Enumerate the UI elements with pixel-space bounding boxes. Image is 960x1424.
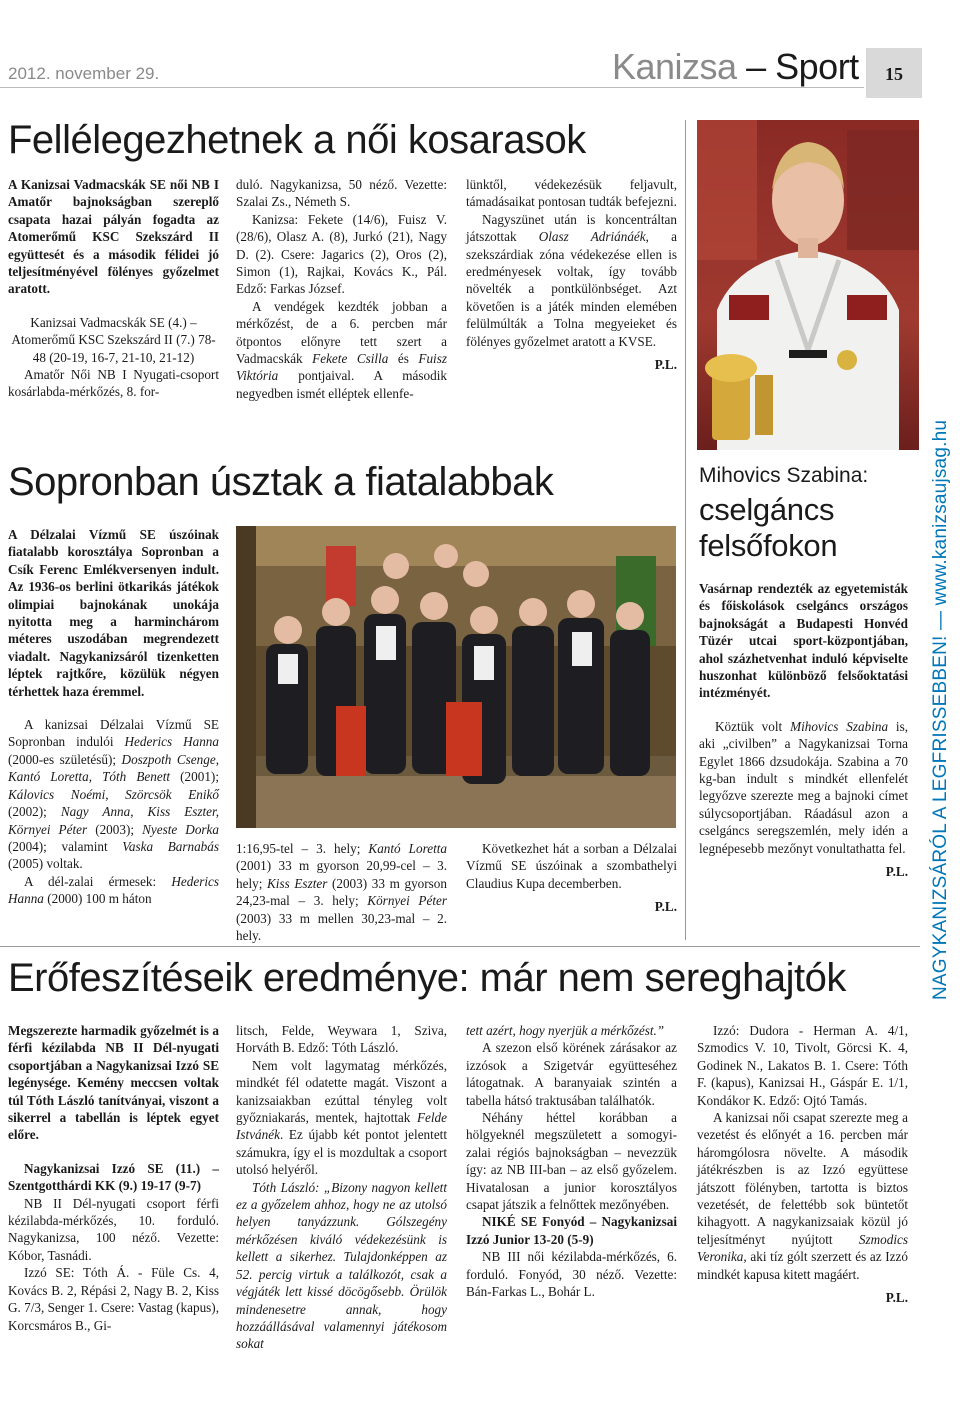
- brand-dash: –: [746, 46, 766, 87]
- article1-signature: P.L.: [654, 357, 677, 373]
- header-rule: [0, 87, 864, 88]
- article3-p1: Köztük volt Mihovics Szabina is, aki „civilben” a Nagykanizsai Torna Egylet 1866 dzsudokája. Szabina a 70 kg-ban indult s mindkét ellenfelét legyőzve szerezte meg a bajnoki címet súlycsoportjában. Ráadásul azon a cselgáncs seregszemlén, mely idén a legnépesebb mezőnyt vonultathatta fel.: [699, 718, 909, 856]
- article4-col4-p2: A kanizsai női csapat szerezte meg a vezetést és előnyét a 16. percben már háromgólosra növelte. A második játékrészben is az Izzó együttese játszott fölényben, tartotta is biztos vezetését, de felettébb sok büntetőt kihagyott. A nagykanizsaiak közül jó teljesítményt nyújtott Szmodics Veronika, aki tíz gólt szerzett és az Izzó mindkét kapusa kitett magáért.: [697, 1110, 908, 1282]
- article3-lead: Vasárnap rendezték az egyetemisták és főiskolások cselgáncs országos bajnokságát a Budapesti Honvéd Tüzér utcai sport-központjában, ahol százhetvenhat induló képviselte huszonhat különböző felsőoktatási intézményét.: [699, 581, 908, 701]
- article1-col3-p2: Nagyszünet után is koncentráltan játszottak Olasz Adriánáék, a szekszárdiak zóna védekezése ellen is eredményesek voltak, így tovább növelték a pontkülönbséget. Azt követően is a játék minden elemében felülmúlták a Tolna megyeieket és fölényes győzelmet aratott a KVSE.: [466, 211, 677, 349]
- article4-col2-quote: Tóth László: „Bizony nagyon kellett ez a győzelem ahhoz, hogy ne az utolsó helyen tanyázzunk. Gólszegény mérkőzésen kiváló védekezésünk is kellett a sikerhez. Tulajdonképpen az 52. percig virtuk a találkozót, csak a végjáték lett kissé döcögősebb. Örülök mindenesetre annak, hogy hozzáállásával valamennyi játékosom sokat: [236, 1179, 447, 1352]
- judoka-photo: [697, 120, 919, 450]
- section-brand: [612, 46, 859, 88]
- article4-lineup: Izzó SE: Tóth Á. - Füle Cs. 4, Kovács B. 2, Répási 2, Nagy B. 2, Kiss G. 7/3, Senger 1. Csere: Vastag (kapus), Korcsmáros B., Gi-: [8, 1265, 219, 1333]
- article2-p1: A kanizsai Délzalai Vízmű SE Sopronban indulói Hederics Hanna (2000-es születésű); Doszpoth Csenge, Kantó Loretta, Tóth Benett (2001); Kálovics Noémi, Szörcsök Enikő (2002); Nagy Anna, Kiss Eszter, Környei Péter (2003); Nyeste Dorka (2004); valamint Vaska Barnabás (2005) voltak.: [8, 717, 220, 872]
- article1-lead: A Kanizsai Vadmacskák SE női NB I Amatőr bajnokságban szereplő csapata hazai pályán fogadta az Atomerőmű KSC Szekszárd II együttesét és a második félidei jó teljesítményével fölényes győzelmet aratott.: [8, 177, 219, 297]
- article2-col2: [236, 840, 447, 944]
- rule-article4: [0, 946, 920, 947]
- brand-kanizsa: Kanizsa: [612, 46, 737, 87]
- article4-col1: [8, 1022, 219, 1334]
- judoka-photo-art: [697, 120, 919, 450]
- article1-col3-p1: lünktől, védekezésük feljavult, támadásaikat pontosan tudták befejezni.: [466, 177, 677, 210]
- article1-col1: [8, 176, 219, 401]
- article2-headline: Sopronban úsztak a fiatalabbak: [8, 460, 554, 504]
- article4-col3-p3: Néhány héttel korábban a hölgyeknél megszületett a somogyi-zalai régiós bajnokságban – nevezzük így: az NB III-ban – az első győzelem. Hivatalosan a junior korosztályos csapat játszik a felnőttek mezőnyében.: [466, 1110, 677, 1213]
- article1-col3: [466, 176, 677, 373]
- article2-p2: A dél-zalai érmesek: Hederics Hanna (2000) 100 m háton: [8, 873, 219, 907]
- rule-col-divider: [685, 120, 686, 940]
- article2-lead: A Délzalai Vízmű SE úszóinak fiatalabb korosztálya Sopronban a Csík Ferenc Emlékversenyen indult. Az 1936-os berlini ötkarikás játékok olimpiai bajnokának unokája nyitotta meg a harminchárom méteres uszodában megrendezett viadalt. Nagykanizsáról tizenketten léptek rajtkőre, közülük négyen térhettek haza éremmel.: [8, 527, 219, 699]
- article4-headline: Erőfeszítéseik eredménye: már nem sereghajtók: [8, 956, 846, 1000]
- article4-signature: P.L.: [885, 1290, 908, 1306]
- article4-col3-result: NIKÉ SE Fonyód – Nagykanizsai Izzó Junior 13-20 (5-9): [466, 1214, 677, 1247]
- article1-col2: [236, 176, 447, 402]
- swimmers-photo: [236, 526, 676, 828]
- article3-title-line3: felsőfokon: [699, 528, 838, 563]
- article2-signature: P.L.: [654, 899, 677, 915]
- article4-col3-info: NB III női kézilabda-mérkőzés, 6. forduló. Fonyód, 30 néző. Vezette: Bán-Farkas L., Bohár L.: [466, 1249, 677, 1300]
- article1-result: Kanizsai Vadmacskák SE (4.) – Atomerőmű KSC Szekszárd II (7.) 78-48 (20-19, 16-7, 21-10, 21-12): [11, 314, 216, 365]
- article3-title-line2: cselgáncs: [699, 492, 835, 527]
- article1-col2-p2: Kanizsa: Fekete (14/6), Fuisz V. (28/6), Olasz A. (8), Jurkó (21), Nagy D. (2). Csere: Jagarics (2), Oros (2), Simon (1), Rajkai, Kovács K., Pál. Edző: Farkas József.: [236, 211, 447, 297]
- article1-col2-p3: A vendégek kezdték jobban a mérkőzést, de a 6. percben már ötpontos előnyre tett szert a Vadmacskák Fekete Csilla és Fuisz Viktória pontjaival. A második negyedben ismét elléptek ellenfe-: [236, 298, 447, 401]
- article2-col3-text: Következhet hát a sorban a Délzalai Vízmű SE úszóinak a szombathelyi Claudius Kupa decemberben.: [466, 841, 677, 891]
- page-number: 15: [885, 64, 903, 84]
- article4-col3: [466, 1022, 677, 1301]
- article4-col3-quote: tett azért, hogy nyerjük a mérkőzést.”: [466, 1023, 665, 1038]
- article4-col2: [236, 1022, 447, 1353]
- article1-info: Amatőr Női NB I Nyugati-csoport kosárlabda-mérkőzés, 8. for-: [8, 367, 219, 400]
- article1-col2-p1: duló. Nagykanizsa, 50 néző. Vezette: Szalai Zs., Németh S.: [236, 177, 447, 210]
- article4-lead: Megszerezte harmadik győzelmét is a férfi kézilabda NB II Dél-nyugati csoportjában a Nagykanizsai Izzó SE legénysége. Kemény meccsen voltak túl Tóth László tanítványai, viszont a sikerrel a tabellán is léptek egyet előre.: [8, 1023, 219, 1143]
- article4-col3-p2: A szezon első körének zárásakor az izzósok a Szigetvár együtteséhez látogatnak. A baranyaiak szintén a tabella hátsó traktusában találhatók.: [466, 1040, 677, 1108]
- article1-headline: Fellélegezhetnek a női kosarasok: [8, 118, 586, 162]
- article4-result: Nagykanizsai Izzó SE (11.) – Szentgotthárdi KK (9.) 19-17 (9-7): [8, 1160, 219, 1194]
- article3-body: [699, 580, 908, 881]
- article4-info: NB II Dél-nyugati csoport férfi kézilabda-mérkőzés, 10. forduló. Nagykanizsa, 100 néző. Vezette: Kóbor, Tasnádi.: [8, 1195, 219, 1263]
- article3-signature: P.L.: [885, 864, 908, 880]
- brand-sport: Sport: [775, 46, 859, 87]
- article4-col2-p2: Nem volt lagymatag mérkőzés, mindkét fél odatette magát. Viszont a kanizsaiakban ezúttal tényleg volt győzniakarás, mentek, hajtottak Felde Istvánék. Ez újabb két pontot jelentett számukra, így el is mozdultak a csoport utolsó helyéről.: [236, 1057, 447, 1178]
- article4-col2-p1: litsch, Felde, Weywara 1, Sziva, Horváth B. Edző: Tóth László.: [236, 1023, 447, 1056]
- article4-col4: [697, 1022, 908, 1307]
- swimmers-photo-art: [236, 526, 676, 828]
- article2-col3: [466, 840, 677, 916]
- article4-col4-p1: Izzó: Dudora - Herman A. 4/1, Szmodics V. 10, Tivolt, Görcsi K. 4, Godinek N., Lakatos B. 1. Csere: Tóth F. (kapus), Kanizsai H., Gáspár E. 1/1, Kondákor K. Edző: Ojtó Tamás.: [697, 1023, 908, 1108]
- issue-date: 2012. november 29.: [8, 64, 160, 83]
- article2-col2-text: 1:16,95-tel – 3. hely; Kantó Loretta (2001) 33 m gyorson 20,99-cel – 3. hely; Kiss Eszter (2003) 33 m gyorson 24,23-mal – 3. hely; Környei Péter (2003) 33 m mellen 30,23-mal – 2. hely.: [236, 841, 448, 944]
- article2-col1: [8, 526, 219, 908]
- article3-title-line1: Mihovics Szabina:: [699, 464, 869, 487]
